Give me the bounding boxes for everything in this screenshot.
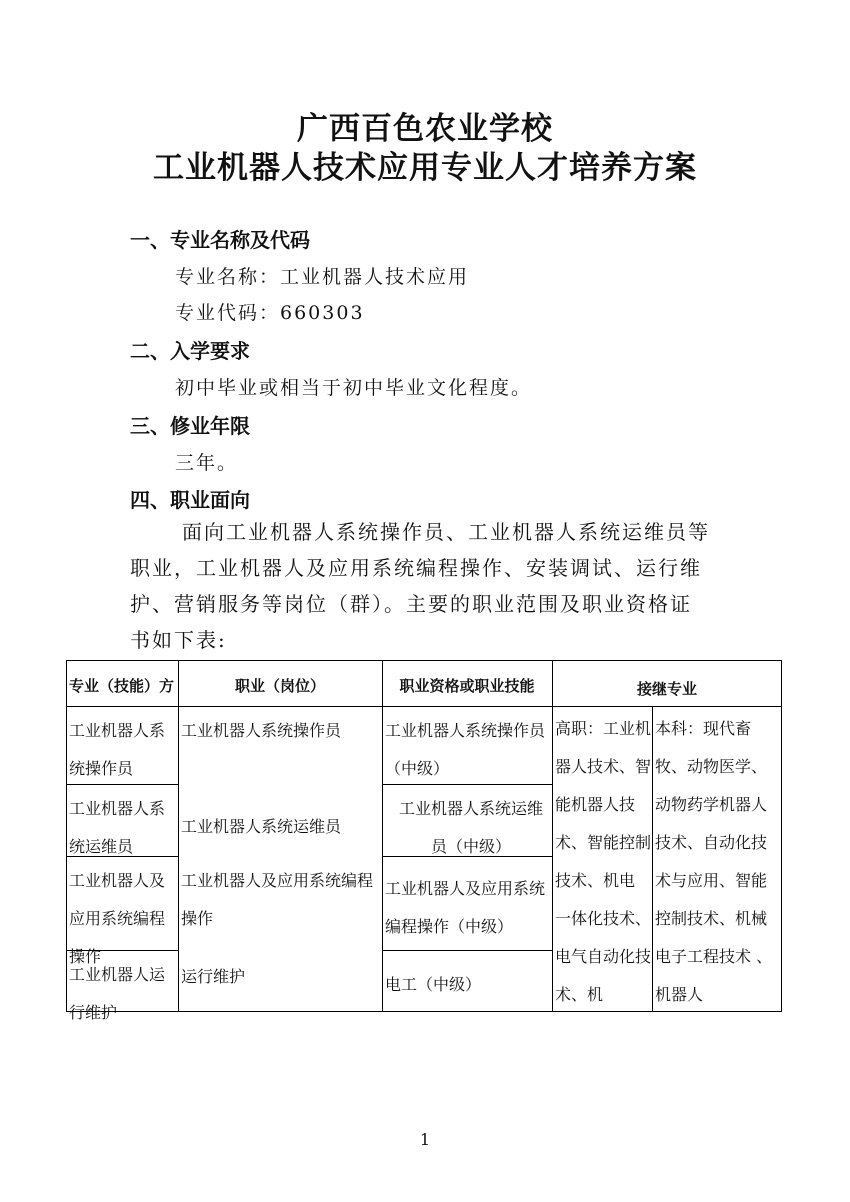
table-cell-occupation: 工业机器人系统操作员 — [181, 721, 342, 740]
career-paragraph-line: 职业，工业机器人及应用系统编程操作、安装调试、运行维 — [130, 556, 702, 580]
table-cell-qualification: 工业机器人及应用系统编程操作（中级） — [385, 879, 546, 936]
page-number: 1 — [419, 1130, 431, 1149]
table-header-occupation: 职业（岗位） — [234, 677, 325, 695]
major-name-line: 专业名称：工业机器人技术应用 — [175, 266, 470, 288]
admission-text: 初中毕业或相当于初中毕业文化程度。 — [175, 377, 533, 399]
document-title-school: 广西百色农业学校 — [297, 111, 553, 147]
major-code-line: 专业代码：660303 — [175, 302, 365, 324]
career-paragraph — [130, 514, 720, 658]
career-paragraph-line: 书如下表: — [130, 628, 227, 652]
table-cell-higher-vocational: 高职：工业机器人技术、智能机器人技术、智能控制技术、机电 一体化技术、电气自动化技术、机 — [555, 719, 652, 1004]
table-cell-qualification: 工业机器人系统操作员（中级） — [385, 721, 546, 778]
career-table — [66, 660, 782, 1022]
career-paragraph-line: 面向工业机器人系统操作员、工业机器人系统运维员等 — [182, 520, 710, 544]
table-cell-specialty: 工业机器人系统运维员 — [69, 799, 166, 856]
table-cell-qualification: 电工（中级） — [385, 975, 482, 994]
duration-text: 三年。 — [175, 452, 239, 474]
table-header-qualification: 职业资格或职业技能 — [399, 677, 535, 695]
table-cell-undergraduate: 本科：现代畜牧、动物医学、动物药学机器人技术、自动化技术与应用、智能控制技术、机械电子工程技术 、机器人 — [655, 719, 773, 1004]
section-heading-admission: 二、入学要求 — [130, 339, 250, 363]
table-cell-qualification: 工业机器人系统运维员（中级） — [398, 799, 543, 856]
section-heading-career: 四、职业面向 — [130, 488, 250, 512]
table-cell-occupation: 工业机器人及应用系统编程操作 — [181, 871, 374, 928]
table-header-continuing-major: 接继专业 — [636, 680, 697, 698]
table-cell-specialty: 工业机器人系统操作员 — [69, 721, 166, 778]
document-title-program: 工业机器人技术应用专业人才培养方案 — [153, 150, 697, 186]
section-heading-duration: 三、修业年限 — [130, 414, 250, 438]
table-cell-specialty: 工业机器人及应用系统编程操作 — [69, 871, 166, 966]
section-heading-major-name: 一、专业名称及代码 — [130, 228, 310, 252]
table-cell-occupation: 工业机器人系统运维员 — [181, 817, 342, 836]
table-cell-occupation: 运行维护 — [181, 967, 246, 986]
career-paragraph-line: 护、营销服务等岗位（群）。主要的职业范围及职业资格证 — [130, 592, 692, 616]
table-cell-specialty: 工业机器人运行维护 — [69, 965, 166, 1022]
table-header-specialty: 专业（技能）方 — [69, 677, 175, 695]
